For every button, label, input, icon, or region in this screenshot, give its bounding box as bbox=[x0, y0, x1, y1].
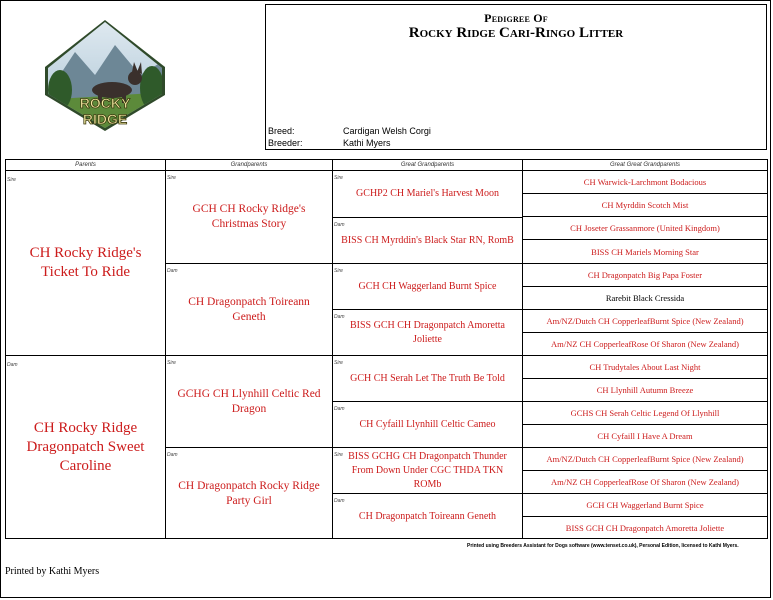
grandparent-name: CH Dragonpatch Toireann Geneth bbox=[188, 295, 310, 323]
grandparent-name: GCHG CH Llynhill Celtic Red Dragon bbox=[177, 387, 321, 415]
grandparent-name: CH Dragonpatch Rocky Ridge Party Girl bbox=[178, 479, 320, 507]
parent-dam bbox=[6, 355, 166, 539]
great-great-grandparent-7: Am/NZ/Dutch CH CopperleafBurnt Spice (New Zealand) bbox=[523, 309, 767, 332]
column-header-parents: Parents bbox=[6, 160, 166, 170]
great-great-grandparent-1: CH Warwick-Larchmont Bodacious bbox=[523, 170, 767, 193]
great-great-grandparent-16: BISS GCH CH Dragonpatch Amoretta Joliette bbox=[523, 516, 767, 539]
breeder-label: Breeder: bbox=[268, 138, 303, 148]
great-great-grandparent-3: CH Joseter Grassanmore (United Kingdom) bbox=[523, 216, 767, 239]
column-header-grandparents: Grandparents bbox=[166, 160, 333, 170]
great-grandparent-4: Dam BISS GCH CH Dragonpatch Amoretta Joliette bbox=[333, 309, 523, 355]
great-grandparent-7: Sire BISS GCHG CH Dragonpatch Thunder From Down Under CGC THDA TKN ROMb bbox=[333, 447, 523, 493]
great-great-grandparent-12: CH Cyfaill I Have A Dream bbox=[523, 424, 767, 447]
printed-by: Printed by Kathi Myers bbox=[5, 566, 100, 577]
parent-sire-name: CH Rocky Ridge's Ticket To Ride bbox=[29, 245, 142, 280]
great-great-grandparent-13: Am/NZ/Dutch CH CopperleafBurnt Spice (New Zealand) bbox=[523, 447, 767, 470]
great-grandparent-3: Sire GCH CH Waggerland Burnt Spice bbox=[333, 263, 523, 309]
great-great-grandparent-4: BISS CH Mariels Morning Star bbox=[523, 239, 767, 263]
grandparent-4: Dam CH Dragonpatch Rocky Ridge Party Girl bbox=[166, 447, 333, 539]
grandparent-2: Dam CH Dragonpatch Toireann Geneth bbox=[166, 263, 333, 355]
parent-sire bbox=[6, 170, 166, 355]
great-great-grandparent-15: GCH CH Waggerland Burnt Spice bbox=[523, 493, 767, 516]
great-great-grandparent-11: GCHS CH Serah Celtic Legend Of Llynhill bbox=[523, 401, 767, 424]
rocky-ridge-logo bbox=[40, 20, 170, 132]
great-grandparent-8: Dam CH Dragonpatch Toireann Geneth bbox=[333, 493, 523, 539]
printed-using-note: Printed using Breeders Assistant for Dogs software (www.tenset.co.uk), Personal Edition, licensed to Kathi Myers. bbox=[467, 543, 739, 549]
great-great-grandparent-6: Rarebit Black Cressida bbox=[523, 286, 767, 309]
dam-tag: Dam bbox=[7, 362, 18, 368]
great-grandparent-5: Sire GCH CH Serah Let The Truth Be Told bbox=[333, 355, 523, 401]
pedigree-grid bbox=[5, 159, 768, 539]
breed-value: Cardigan Welsh Corgi bbox=[343, 126, 431, 136]
great-great-grandparent-2: CH Myrddin Scotch Mist bbox=[523, 193, 767, 216]
breed-label: Breed: bbox=[268, 126, 295, 136]
great-great-grandparent-10: CH Llynhill Autumn Breeze bbox=[523, 378, 767, 401]
great-great-grandparent-14: Am/NZ CH CopperleafRose Of Sharon (New Zealand) bbox=[523, 470, 767, 493]
title-line-1: Pedigree Of bbox=[484, 11, 548, 25]
title-line-2: Rocky Ridge Cari-Ringo Litter bbox=[408, 25, 624, 41]
grandparent-name: GCH CH Rocky Ridge's Christmas Story bbox=[192, 203, 306, 230]
grandparent-1: Sire GCH CH Rocky Ridge's Christmas Story bbox=[166, 170, 333, 263]
header-box bbox=[265, 4, 767, 150]
parent-dam-name: CH Rocky Ridge Dragonpatch Sweet Caroline bbox=[26, 420, 145, 474]
column-header-great-grandparents: Great Grandparents bbox=[333, 160, 523, 170]
breeder-value: Kathi Myers bbox=[343, 138, 391, 148]
great-great-grandparent-9: CH Trudytales About Last Night bbox=[523, 355, 767, 378]
great-great-grandparent-5: CH Dragonpatch Big Papa Foster bbox=[523, 263, 767, 286]
great-grandparent-2: Dam BISS CH Myrddin's Black Star RN, RomB bbox=[333, 217, 523, 263]
great-great-grandparent-8: Am/NZ CH CopperleafRose Of Sharon (New Zealand) bbox=[523, 332, 767, 355]
sire-tag: Sire bbox=[7, 177, 16, 183]
column-header-great-great-grandparents: Great Great Grandparents bbox=[609, 162, 681, 168]
grandparent-3: Sire GCHG CH Llynhill Celtic Red Dragon bbox=[166, 355, 333, 447]
logo-text-rocky: ROCKY bbox=[79, 95, 131, 111]
logo-text-ridge: RIDGE bbox=[82, 111, 128, 127]
great-grandparent-1: Sire GCHP2 CH Mariel's Harvest Moon bbox=[333, 170, 523, 217]
great-grandparent-6: Dam CH Cyfaill Llynhill Celtic Cameo bbox=[333, 401, 523, 447]
